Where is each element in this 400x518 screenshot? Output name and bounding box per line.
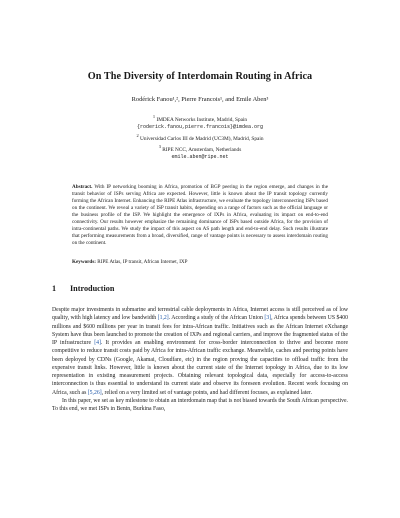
text-run: , relied on a very limited set of vantage points, and had different focuses, as explained later. <box>101 389 313 396</box>
affiliation-email: emile.aben@ripe.net <box>171 153 229 160</box>
affiliation-name: Universidad Carlos III de Madrid (UC3M), Madrid, Spain <box>140 135 264 142</box>
keywords <box>72 259 328 266</box>
abstract-text: With IP networking booming in Africa, promotion of BGP peering in the region emerge, and changes in the transit behavior of ISPs serving Africa are expected. However, little is known about the IP transit topology currently forming the African Internet. Enhancing the RIPE Atlas infrastructure, we evaluate the topology interconnecting ISPs based on the continent. We reveal a variety of ISP transit habits, depending on a range of factors such as the official language or the business profile of the ISP. We highlight the emergence of IXPs in Africa, evaluating its impact on end-to-end connectivity. Our results however emphasize the remaining dominance of ISPs based outside Africa, for the provision of intra-continental paths. We study the impact of this aspect on AS path length and end-to-end delay. Such results illustrate that performing measurements from a broad, diversified, range of vantage points is necessary to assess interdomain routing on the continent. <box>72 184 328 247</box>
affiliations <box>40 113 360 161</box>
body-text <box>52 306 348 413</box>
citation-link[interactable]: [1,2] <box>157 315 169 322</box>
affiliation-3 <box>40 143 360 154</box>
text-run: . According a study of the African Union <box>168 315 265 322</box>
affiliation-1 <box>40 113 360 124</box>
section-heading <box>52 284 352 293</box>
citation-link[interactable]: [4] <box>94 340 101 346</box>
affiliation-marker: 1 <box>152 114 156 119</box>
citation-link[interactable]: [3] <box>264 315 272 322</box>
affiliation-marker: 2 <box>136 132 139 138</box>
abstract <box>72 184 328 247</box>
section-title: Introduction <box>70 284 115 293</box>
text-run: Despite major investments in submarine and terrestrial cable deployments in Africa, Internet access is still perceived as of low quality, with high latency and low bandwidth <box>52 307 348 322</box>
text-run: , Africa spends between US $400 millions and $600 millions per year in transit fees for intra-African traffic. Initiatives such as the African Internet eXchange System have thus been launched to promote the creation of IXPs and regional carriers, and improve the fragmented status of the IP infrastructure <box>52 315 348 346</box>
paper-title: On The Diversity of Interdomain Routing in Africa <box>87 71 313 82</box>
citation-link[interactable]: [5,26] <box>87 389 102 396</box>
author-list: Rodérick Fanou¹,², Pierre Francois¹, and Emile Aben³ <box>131 96 269 103</box>
affiliation-name: IMDEA Networks Institute, Madrid, Spain <box>156 116 248 123</box>
affiliation-marker: 3 <box>158 143 161 149</box>
keywords-text: RIPE Atlas, IP transit, African Internet, IXP <box>97 259 188 265</box>
affiliation-email: {roderick.fanou,pierre.francois}@imdea.org <box>136 124 264 131</box>
affiliation-2 <box>40 132 360 143</box>
abstract-label: Abstract. <box>72 184 93 190</box>
text-run: . It provides an enabling environment for cross-border interconnection to thrive and become more competitive to reduce transit costs paid by Africa for intra-African traffic exchange. Meanwhile, caches and peering points have been deployed by CDNs (Google, Akamai, Cloudfare, etc) in the region proving the capacities to offload traffic from the expensive transit links. However, little is known about the current state of the Internet topology in Africa, due to its low representation in existing measurement projects. Obtaining relevant topological data, especially for access-to-access interconnection is thus essential to understand its current state and observe its foreseen evolution. Recent work focusing on Africa, such as <box>52 340 348 396</box>
keywords-label: Keywords: <box>72 259 96 265</box>
affiliation-name: RIPE NCC, Amsterdam, Netherlands <box>162 146 242 153</box>
paragraph <box>52 306 348 397</box>
paragraph: In this paper, we set as key milestone to obtain an interdomain map that is not biased towards the South African perspective. To this end, we met ISPs in Benin, Burkina Faso, <box>52 397 348 412</box>
section-number: 1 <box>52 284 57 293</box>
